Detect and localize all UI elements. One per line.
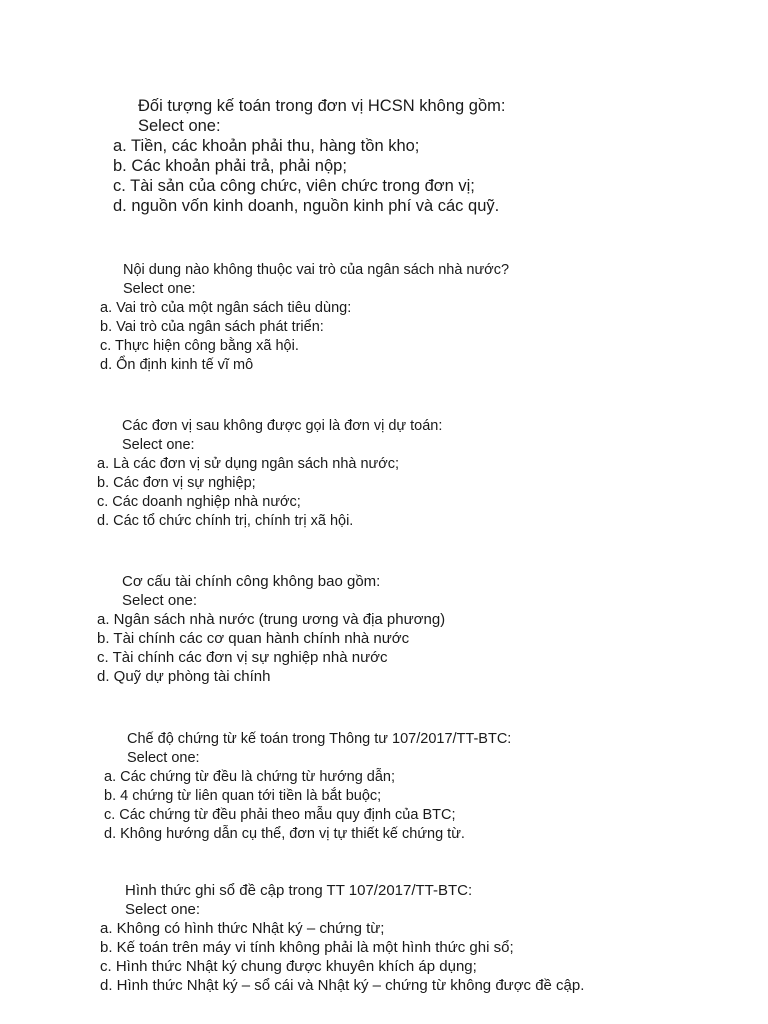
option-c: c. Các chứng từ đều phải theo mẫu quy định của BTC; [104,807,456,823]
option-c: c. Các doanh nghiệp nhà nước; [97,494,301,510]
option-a: a. Tiền, các khoản phải thu, hàng tồn kho; [113,137,420,155]
option-d: d. Quỹ dự phòng tài chính [97,668,271,685]
question-title: Nội dung nào không thuộc vai trò của ngân sách nhà nước? [123,262,510,278]
option-c: c. Tài chính các đơn vị sự nghiệp nhà nước [97,649,388,666]
select-one-label: Select one: [125,901,201,918]
option-b: b. Vai trò của ngân sách phát triển: [100,319,324,335]
question-title: Các đơn vị sau không được gọi là đơn vị dự toán: [122,418,443,434]
option-a: a. Là các đơn vị sử dụng ngân sách nhà nước; [97,456,400,472]
select-one-label: Select one: [127,750,200,766]
option-b: b. Kế toán trên máy vi tính không phải là một hình thức ghi sổ; [100,939,514,956]
option-d: d. nguồn vốn kinh doanh, nguồn kinh phí và các quỹ. [113,197,500,215]
option-c: c. Thực hiện công bằng xã hội. [100,338,299,354]
option-d: d. Các tổ chức chính trị, chính trị xã hội. [97,513,354,529]
select-one-label: Select one: [122,437,195,453]
option-c: c. Tài sản của công chức, viên chức trong đơn vị; [113,177,475,195]
option-b: b. Tài chính các cơ quan hành chính nhà nước [97,630,410,647]
option-a: a. Không có hình thức Nhật ký – chứng từ; [100,920,385,937]
question-title: Chế độ chứng từ kế toán trong Thông tư 107/2017/TT-BTC: [127,731,512,747]
option-d: d. Không hướng dẫn cụ thể, đơn vị tự thiết kế chứng từ. [104,826,465,842]
select-one-label: Select one: [123,281,196,297]
option-a: a. Các chứng từ đều là chứng từ hướng dẫn; [104,769,396,785]
option-b: b. Các khoản phải trả, phải nộp; [113,157,347,175]
option-d: d. Ổn định kinh tế vĩ mô [100,357,254,373]
option-a: a. Vai trò của một ngân sách tiêu dùng: [100,300,352,316]
question-title: Đối tượng kế toán trong đơn vị HCSN không gồm: [138,97,506,115]
option-c: c. Hình thức Nhật ký chung được khuyên khích áp dụng; [100,958,477,975]
option-a: a. Ngân sách nhà nước (trung ương và địa phương) [97,611,446,628]
question-title: Hình thức ghi sổ đề cập trong TT 107/2017/TT-BTC: [125,882,473,899]
option-b: b. 4 chứng từ liên quan tới tiền là bắt buộc; [104,788,382,804]
question-title: Cơ cấu tài chính công không bao gồm: [122,573,381,590]
select-one-label: Select one: [138,117,221,135]
select-one-label: Select one: [122,592,198,609]
option-b: b. Các đơn vị sự nghiệp; [97,475,256,491]
option-d: d. Hình thức Nhật ký – sổ cái và Nhật ký – chứng từ không được đề cập. [100,977,585,994]
